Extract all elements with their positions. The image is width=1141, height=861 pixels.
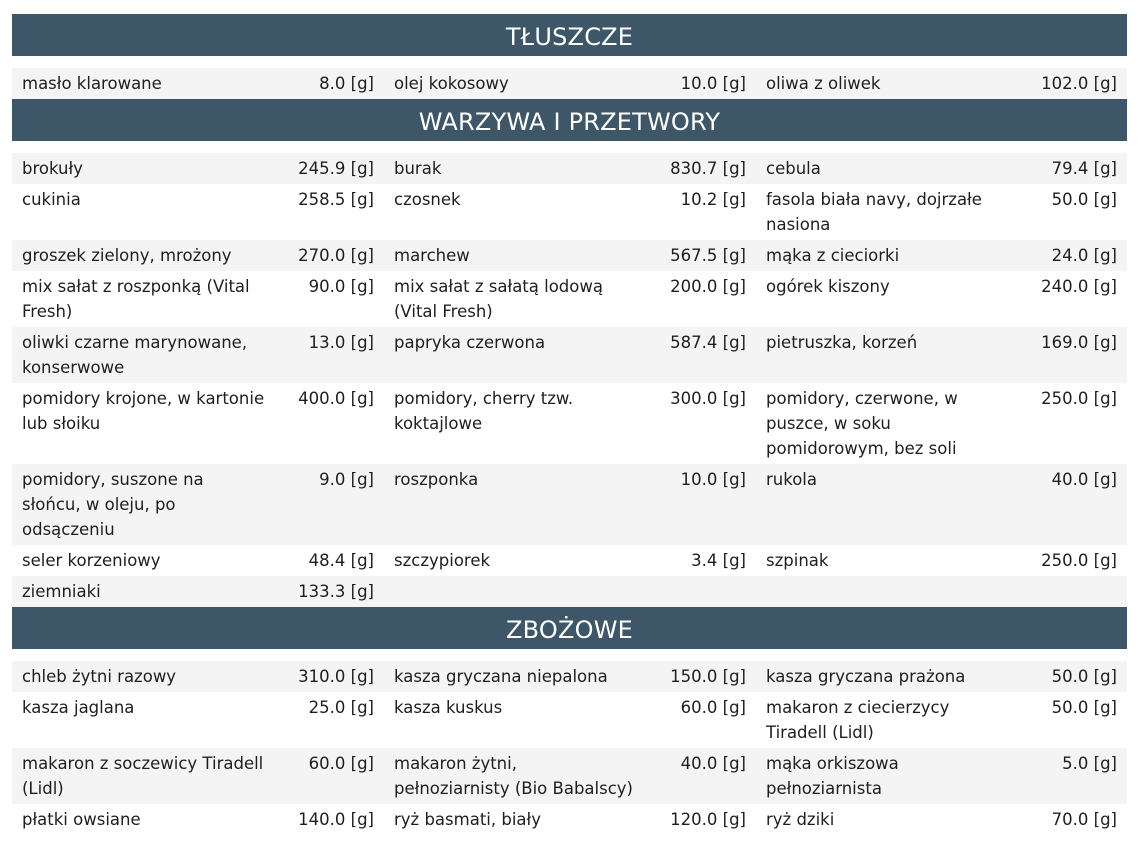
table-row [12,692,1127,748]
section-spacer [12,649,1127,661]
table-row [12,545,1127,576]
item-name: fasola biała navy, dojrzałe nasiona [756,184,1017,240]
shopping-list-page [12,14,1127,835]
item-quantity: 567.5 [g] [645,240,756,271]
item-quantity: 587.4 [g] [645,327,756,383]
section-spacer [12,56,1127,68]
item-quantity: 250.0 [g] [1017,545,1127,576]
item-name: ryż dziki [756,804,1017,835]
item-quantity: 240.0 [g] [1017,271,1127,327]
vegetables-table [12,153,1127,607]
item-quantity: 24.0 [g] [1017,240,1127,271]
item-name: burak [384,153,645,184]
table-row [12,68,1127,99]
table-row [12,804,1127,835]
table-row [12,240,1127,271]
item-name: pietruszka, korzeń [756,327,1017,383]
item-quantity: 40.0 [g] [645,748,756,804]
item-name: makaron żytni, pełnoziarnisty (Bio Babalscy) [384,748,645,804]
item-name: kasza jaglana [12,692,274,748]
item-quantity: 270.0 [g] [274,240,384,271]
item-name: kasza gryczana niepalona [384,661,645,692]
table-row [12,184,1127,240]
item-name: szczypiorek [384,545,645,576]
item-quantity: 250.0 [g] [1017,383,1127,464]
table-row [12,661,1127,692]
item-name: chleb żytni razowy [12,661,274,692]
item-name: mix sałat z roszponką (Vital Fresh) [12,271,274,327]
item-name: roszponka [384,464,645,545]
item-quantity [1017,576,1127,607]
item-name: oliwki czarne marynowane, konserwowe [12,327,274,383]
item-quantity: 60.0 [g] [645,692,756,748]
item-name: pomidory, cherry tzw. koktajlowe [384,383,645,464]
table-row [12,327,1127,383]
item-name: czosnek [384,184,645,240]
item-name: płatki owsiane [12,804,274,835]
item-quantity [645,576,756,607]
item-name: szpinak [756,545,1017,576]
item-name: marchew [384,240,645,271]
item-quantity: 5.0 [g] [1017,748,1127,804]
item-quantity: 200.0 [g] [645,271,756,327]
item-quantity: 79.4 [g] [1017,153,1127,184]
item-name: mąka z cieciorki [756,240,1017,271]
item-name: papryka czerwona [384,327,645,383]
item-quantity: 48.4 [g] [274,545,384,576]
item-name: pomidory krojone, w kartonie lub słoiku [12,383,274,464]
item-name: mąka orkiszowa pełnoziarnista [756,748,1017,804]
item-name: oliwa z oliwek [756,68,1017,99]
item-name: pomidory, suszone na słońcu, w oleju, po odsączeniu [12,464,274,545]
item-name: ziemniaki [12,576,274,607]
item-name: rukola [756,464,1017,545]
item-name: cukinia [12,184,274,240]
item-quantity: 120.0 [g] [645,804,756,835]
item-quantity: 830.7 [g] [645,153,756,184]
item-quantity: 25.0 [g] [274,692,384,748]
item-name: kasza kuskus [384,692,645,748]
item-quantity: 8.0 [g] [274,68,384,99]
table-row [12,153,1127,184]
table-row [12,383,1127,464]
item-quantity: 245.9 [g] [274,153,384,184]
table-row [12,464,1127,545]
item-quantity: 150.0 [g] [645,661,756,692]
item-quantity: 3.4 [g] [645,545,756,576]
item-quantity: 9.0 [g] [274,464,384,545]
item-quantity: 400.0 [g] [274,383,384,464]
item-name: cebula [756,153,1017,184]
grains-table [12,661,1127,835]
item-quantity: 133.3 [g] [274,576,384,607]
item-quantity: 40.0 [g] [1017,464,1127,545]
item-name [384,576,645,607]
item-quantity: 102.0 [g] [1017,68,1127,99]
item-name: olej kokosowy [384,68,645,99]
item-quantity: 258.5 [g] [274,184,384,240]
item-name: ogórek kiszony [756,271,1017,327]
fats-table [12,68,1127,99]
item-name: masło klarowane [12,68,274,99]
item-quantity: 70.0 [g] [1017,804,1127,835]
item-name: makaron z ciecierzycy Tiradell (Lidl) [756,692,1017,748]
item-name: groszek zielony, mrożony [12,240,274,271]
section-header-grains: ZBOŻOWE [12,607,1127,649]
section-header-vegetables: WARZYWA I PRZETWORY [12,99,1127,141]
item-quantity: 90.0 [g] [274,271,384,327]
section-spacer [12,141,1127,153]
section-header-fats: TŁUSZCZE [12,14,1127,56]
item-quantity: 50.0 [g] [1017,184,1127,240]
item-quantity: 140.0 [g] [274,804,384,835]
item-quantity: 60.0 [g] [274,748,384,804]
item-quantity: 50.0 [g] [1017,692,1127,748]
item-quantity: 10.0 [g] [645,68,756,99]
item-name: ryż basmati, biały [384,804,645,835]
item-quantity: 10.0 [g] [645,464,756,545]
item-name: brokuły [12,153,274,184]
item-quantity: 169.0 [g] [1017,327,1127,383]
item-quantity: 10.2 [g] [645,184,756,240]
item-quantity: 300.0 [g] [645,383,756,464]
item-quantity: 310.0 [g] [274,661,384,692]
item-name: pomidory, czerwone, w puszce, w soku pomidorowym, bez soli [756,383,1017,464]
table-row [12,576,1127,607]
table-row [12,271,1127,327]
item-name [756,576,1017,607]
item-name: mix sałat z sałatą lodową (Vital Fresh) [384,271,645,327]
item-name: seler korzeniowy [12,545,274,576]
item-name: kasza gryczana prażona [756,661,1017,692]
item-quantity: 50.0 [g] [1017,661,1127,692]
item-name: makaron z soczewicy Tiradell (Lidl) [12,748,274,804]
item-quantity: 13.0 [g] [274,327,384,383]
table-row [12,748,1127,804]
